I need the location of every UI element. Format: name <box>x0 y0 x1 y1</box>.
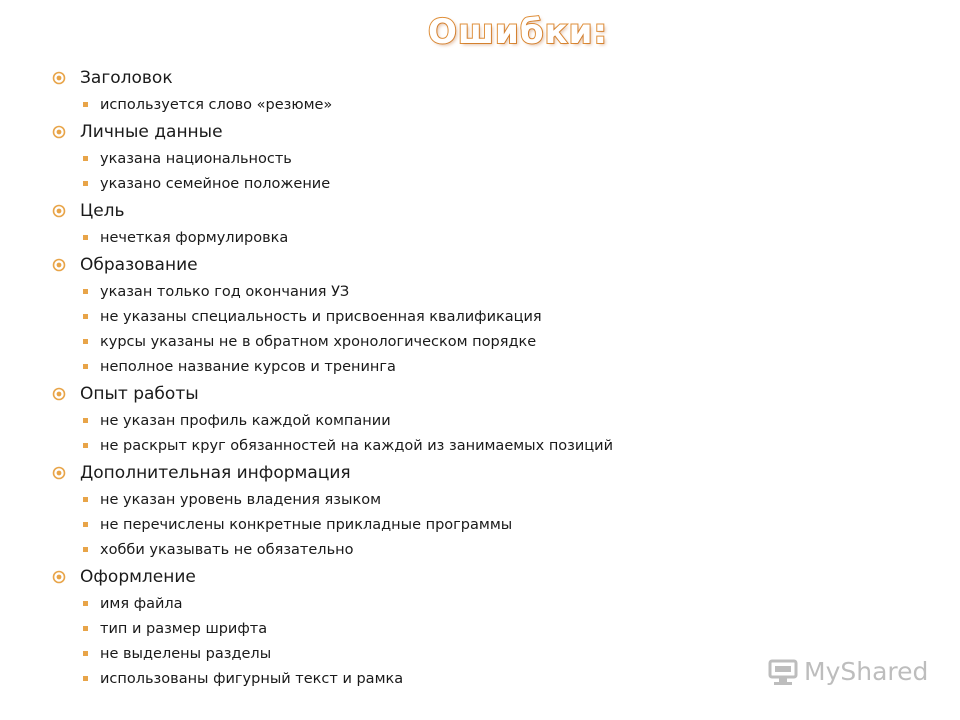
circle-bullet-icon <box>52 466 66 480</box>
square-bullet-icon <box>83 235 88 240</box>
square-bullet-icon <box>83 547 88 552</box>
error-list <box>52 63 613 691</box>
square-bullet-icon <box>83 601 88 606</box>
monitor-icon <box>768 658 798 686</box>
circle-bullet-icon <box>52 570 66 584</box>
watermark-text: MyShared <box>804 657 929 686</box>
section-label: Цель <box>80 201 125 221</box>
section-goal <box>52 197 613 250</box>
square-bullet-icon <box>83 418 88 423</box>
section-head <box>52 251 613 279</box>
list-item <box>52 146 613 171</box>
section-head <box>52 118 613 146</box>
section-head <box>52 459 613 487</box>
section-head <box>52 64 613 92</box>
circle-bullet-icon <box>52 71 66 85</box>
section-experience <box>52 380 613 458</box>
square-bullet-icon <box>83 522 88 527</box>
item-text: нечеткая формулировка <box>100 229 289 246</box>
item-text: не указан профиль каждой компании <box>100 412 391 429</box>
square-bullet-icon <box>83 289 88 294</box>
section-label: Образование <box>80 255 198 275</box>
section-head <box>52 563 613 591</box>
square-bullet-icon <box>83 497 88 502</box>
list-item <box>52 641 613 666</box>
item-text: имя файла <box>100 595 183 612</box>
item-text: не указаны специальность и присвоенная квалификация <box>100 308 542 325</box>
list-item <box>52 92 613 117</box>
square-bullet-icon <box>83 443 88 448</box>
item-text: указан только год окончания УЗ <box>100 283 350 300</box>
item-text: неполное название курсов и тренинга <box>100 358 396 375</box>
item-text: указана национальность <box>100 150 292 167</box>
section-label: Заголовок <box>80 68 173 88</box>
section-label: Дополнительная информация <box>80 463 351 483</box>
section-education <box>52 251 613 379</box>
list-item <box>52 433 613 458</box>
item-text: не раскрыт круг обязанностей на каждой из занимаемых позиций <box>100 437 614 454</box>
section-formatting <box>52 563 613 691</box>
section-label: Личные данные <box>80 122 223 142</box>
section-heading <box>52 64 613 117</box>
list-item <box>52 171 613 196</box>
square-bullet-icon <box>83 102 88 107</box>
item-text: курсы указаны не в обратном хронологическом порядке <box>100 333 537 350</box>
slide-title: Ошибки: <box>428 12 609 52</box>
section-label: Оформление <box>80 567 196 587</box>
circle-bullet-icon <box>52 387 66 401</box>
section-head <box>52 197 613 225</box>
list-item <box>52 354 613 379</box>
item-text: не выделены разделы <box>100 645 272 662</box>
list-item <box>52 304 613 329</box>
section-label: Опыт работы <box>80 384 199 404</box>
square-bullet-icon <box>83 626 88 631</box>
item-text: не перечислены конкретные прикладные программы <box>100 516 513 533</box>
circle-bullet-icon <box>52 258 66 272</box>
list-item <box>52 616 613 641</box>
item-text: используется слово «резюме» <box>100 96 333 113</box>
list-item <box>52 329 613 354</box>
item-text: указано семейное положение <box>100 175 331 192</box>
list-item <box>52 666 613 691</box>
square-bullet-icon <box>83 651 88 656</box>
item-text: хобби указывать не обязательно <box>100 541 354 558</box>
circle-bullet-icon <box>52 125 66 139</box>
item-text: тип и размер шрифта <box>100 620 268 637</box>
list-item <box>52 537 613 562</box>
section-personal-data <box>52 118 613 196</box>
list-item <box>52 591 613 616</box>
list-item <box>52 279 613 304</box>
list-item <box>52 408 613 433</box>
square-bullet-icon <box>83 314 88 319</box>
square-bullet-icon <box>83 181 88 186</box>
list-item <box>52 487 613 512</box>
square-bullet-icon <box>83 339 88 344</box>
watermark-logo <box>768 657 928 686</box>
square-bullet-icon <box>83 676 88 681</box>
square-bullet-icon <box>83 156 88 161</box>
section-head <box>52 380 613 408</box>
list-item <box>52 512 613 537</box>
item-text: использованы фигурный текст и рамка <box>100 670 404 687</box>
section-additional-info <box>52 459 613 562</box>
item-text: не указан уровень владения языком <box>100 491 382 508</box>
list-item <box>52 225 613 250</box>
square-bullet-icon <box>83 364 88 369</box>
circle-bullet-icon <box>52 204 66 218</box>
